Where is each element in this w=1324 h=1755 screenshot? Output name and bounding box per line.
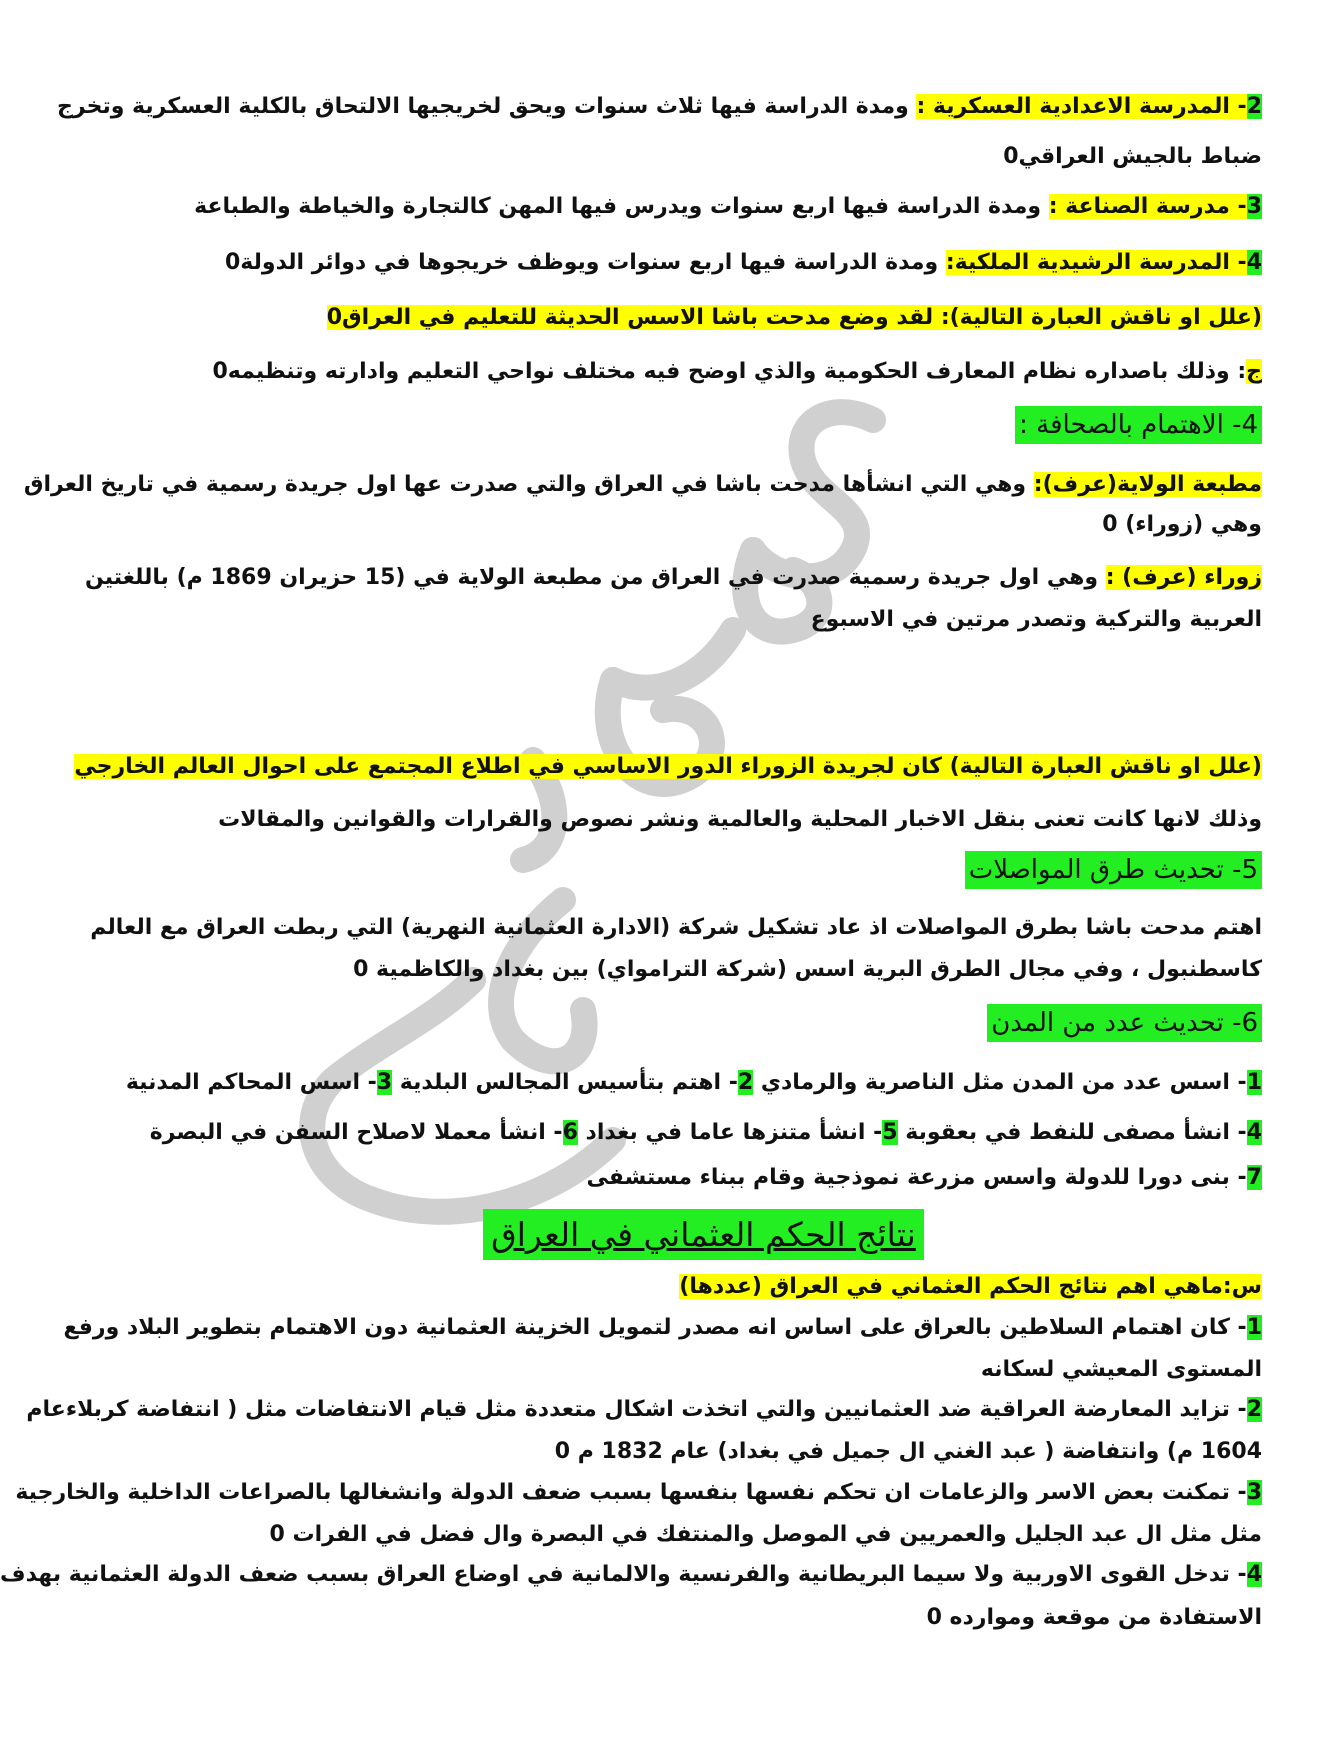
result-4-line-2: الاستفادة من موقعة وموارده 0 (926, 1605, 1262, 1630)
result-2-line-1: 2- تزايد المعارضة العراقية ضد العثمانيين والتي اتخذت اشكال متعددة مثل قيام الانتفاضات مثل ( انتفاضة كربلاءعام (26, 1397, 1262, 1422)
press-zawraa-line-1: زوراء (عرف) : وهي اول جريدة رسمية صدرت في العراق من مطبعة الولاية في (15 حزيران 1869 م) باللغتين (84, 565, 1262, 590)
press-printing-line-1: مطبعة الولاية(عرف): وهي التي انشأها مدحت باشا في العراق والتي صدرت عها اول جريدة رسمية في تاريخ العراق (23, 472, 1262, 497)
result-3-line-1: 3- تمكنت بعض الاسر والزعامات ان تحكم نفسها بنفسها بسبب ضعف الدولة وانشغالها بالصراعات الداخلية والخارجية (15, 1480, 1262, 1505)
section-heading-transport: 5- تحديث طرق المواصلات (145, 855, 1262, 887)
press-zawraa-line-2: العربية والتركية وتصدر مرتين في الاسبوع (810, 607, 1262, 632)
question-zawraa-role: (علل او ناقش العبارة التالية) كان لجريدة الزوراء الدور الاساسي في اطلاع المجتمع على احوال العالم الخارجي (74, 754, 1262, 779)
result-2-line-2: 1604 م) وانتفاضة ( عبد الغني ال جميل في بغداد) عام 1832 م 0 (554, 1439, 1262, 1464)
transport-line-1: اهتم مدحت باشا بطرق المواصلات اذ عاد تشكيل شركة (الادارة العثمانية النهرية) التي ربطت العراق مع العالم (90, 915, 1262, 940)
page-title: نتائج الحكم العثماني في العراق (145, 1212, 1262, 1263)
school-industry-line: 3- مدرسة الصناعة : ومدة الدراسة فيها اربع سنوات ويدرس فيها المهن كالتجارة والخياطة والطباعة (194, 194, 1262, 219)
cities-list-line-1: 1- اسس عدد من المدن مثل الناصرية والرمادي 2- اهتم بتأسيس المجالس البلدية 3- اسس المحاكم المدنية (125, 1070, 1262, 1095)
section-heading-press: 4- الاهتمام بالصحافة : (145, 410, 1262, 442)
school-rushdiya-line: 4- المدرسة الرشيدية الملكية: ومدة الدراسة فيها اربع سنوات ويوظف خريجوها في دوائر الدولة0 (224, 250, 1262, 275)
result-1-line-2: المستوى المعيشي لسكانه (980, 1357, 1262, 1382)
result-4-line-1: 4- تدخل القوى الاوربية ولا سيما البريطانية والفرنسية والالمانية في اوضاع العراق بسبب ضعف الدولة العثمانية بهدف (0, 1562, 1262, 1587)
result-1-line-1: 1- كان اهتمام السلاطين بالعراق على اساس انه مصدر لتمويل الخزينة العثمانية دون الاهتمام بتطوير البلاد ورفع (63, 1315, 1262, 1340)
question-education-foundations: (علل او ناقش العبارة التالية): لقد وضع مدحت باشا الاسس الحديثة للتعليم في العراق0 (326, 305, 1262, 330)
transport-line-2: كاسطنبول ، وفي مجال الطرق البرية اسس (شركة الترامواي) بين بغداد والكاظمية 0 (353, 957, 1262, 982)
answer-education-foundations: ج: وذلك باصداره نظام المعارف الحكومية والذي اوضح فيه مختلف نواحي التعليم وادارته وتنظيمه0 (212, 359, 1262, 384)
school-military-line-1: 2- المدرسة الاعدادية العسكرية : ومدة الدراسة فيها ثلاث سنوات ويحق لخريجيها الالتحاق بالكلية العسكرية وتخرج (57, 94, 1262, 119)
press-printing-line-2: وهي (زوراء) 0 (1102, 512, 1262, 537)
question-ottoman-results: س:ماهي اهم نتائج الحكم العثماني في العراق (عددها) (679, 1274, 1262, 1299)
school-military-line-2: ضباط بالجيش العراقي0 (1003, 144, 1262, 169)
result-3-line-2: مثل مثل ال عبد الجليل والعمريين في الموصل والمنتفك في البصرة وال فضل في الفرات 0 (269, 1522, 1262, 1547)
cities-list-line-2: 4- انشأ مصفى للنفط في بعقوبة 5- انشأ متنزها عاما في بغداد 6- انشأ معملا لاصلاح السفن في البصرة (149, 1120, 1262, 1145)
section-heading-cities: 6- تحديث عدد من المدن (145, 1008, 1262, 1040)
cities-list-line-3: 7- بنى دورا للدولة واسس مزرعة نموذجية وقام ببناء مستشفى (586, 1165, 1262, 1190)
answer-zawraa-role: وذلك لانها كانت تعنى بنقل الاخبار المحلية والعالمية ونشر نصوص والقرارات والقوانين والمقالات (218, 807, 1262, 832)
